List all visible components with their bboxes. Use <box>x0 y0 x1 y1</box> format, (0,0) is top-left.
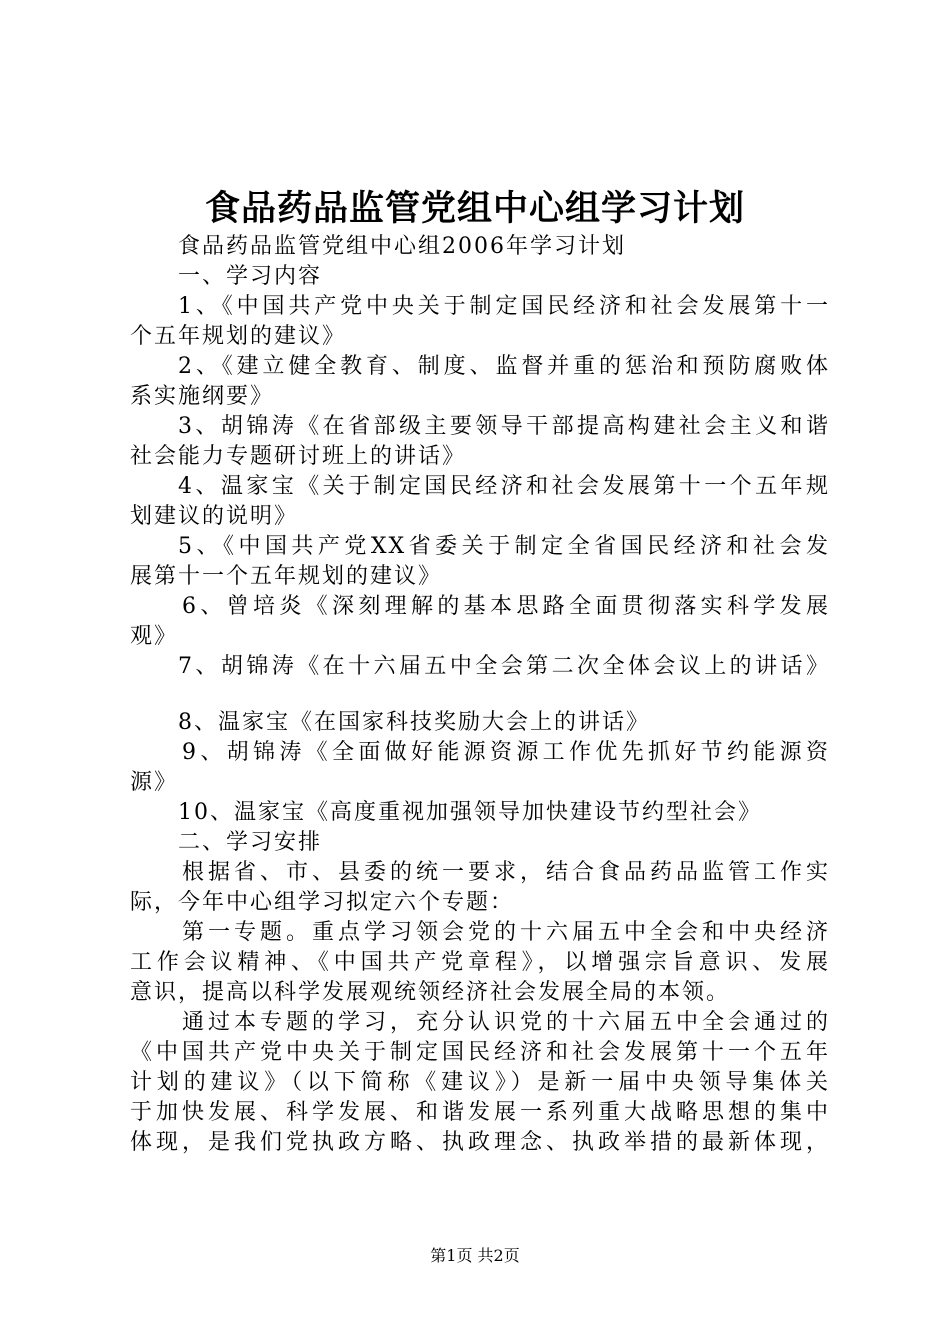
body-line: 8、温家宝《在国家科技奖励大会上的讲话》 <box>178 710 650 735</box>
page-footer: 第1页 共2页 <box>430 1246 520 1265</box>
body-line: 源》 <box>130 770 179 795</box>
body-line: 9、胡锦涛《全面做好能源资源工作优先抓好节约能源资 <box>182 740 830 765</box>
document-title: 食品药品监管党组中心组学习计划 <box>204 188 745 229</box>
body-line: 6、曾培炎《深刻理解的基本思路全面贯彻落实科学发展 <box>182 594 830 619</box>
body-line: 7、胡锦涛《在十六届五中全会第二次全体会议上的讲话》 <box>178 654 830 679</box>
body-line: 计划的建议》（以下简称《建议》）是新一届中央领导集体关 <box>130 1070 830 1095</box>
body-line: 观》 <box>130 624 179 649</box>
body-line: 根据省、市、县委的统一要求，结合食品药品监管工作实 <box>182 860 830 885</box>
body-line: 《中国共产党中央关于制定国民经济和社会发展第十一个五年 <box>130 1040 830 1065</box>
body-line: 通过本专题的学习，充分认识党的十六届五中全会通过的 <box>182 1010 830 1035</box>
body-line: 工作会议精神、《中国共产党章程》，以增强宗旨意识、发展 <box>130 950 830 975</box>
body-line: 5、《中国共产党XX省委关于制定全省国民经济和社会发 <box>178 534 830 559</box>
body-line: 二、学习安排 <box>178 830 323 855</box>
body-line: 展第十一个五年规划的建议》 <box>130 564 443 589</box>
body-line: 社会能力专题研讨班上的讲话》 <box>130 444 467 469</box>
body-line: 1、《中国共产党中央关于制定国民经济和社会发展第十一 <box>178 294 830 319</box>
body-line: 一、学习内容 <box>178 264 323 289</box>
body-line <box>130 682 830 708</box>
body-line: 4、温家宝《关于制定国民经济和社会发展第十一个五年规 <box>178 474 830 499</box>
body-line: 体现，是我们党执政方略、执政理念、执政举措的最新体现， <box>130 1130 830 1155</box>
body-line: 系实施纲要》 <box>130 384 275 409</box>
body-line: 10、温家宝《高度重视加强领导加快建设节约型社会》 <box>178 800 762 825</box>
body-line: 3、胡锦涛《在省部级主要领导干部提高构建社会主义和谐 <box>178 414 830 439</box>
body-line: 际，今年中心组学习拟定六个专题： <box>130 890 515 915</box>
body-line: 2、《建立健全教育、制度、监督并重的惩治和预防腐败体 <box>178 354 830 379</box>
body-line: 第一专题。重点学习领会党的十六届五中全会和中央经济 <box>182 920 830 945</box>
body-line: 划建议的说明》 <box>130 504 299 529</box>
document-body <box>130 232 830 1158</box>
body-line: 食品药品监管党组中心组2006年学习计划 <box>178 234 626 259</box>
body-line: 个五年规划的建议》 <box>130 324 347 349</box>
body-line: 意识，提高以科学发展观统领经济社会发展全局的本领。 <box>130 980 731 1005</box>
body-line: 于加快发展、科学发展、和谐发展一系列重大战略思想的集中 <box>130 1100 830 1125</box>
